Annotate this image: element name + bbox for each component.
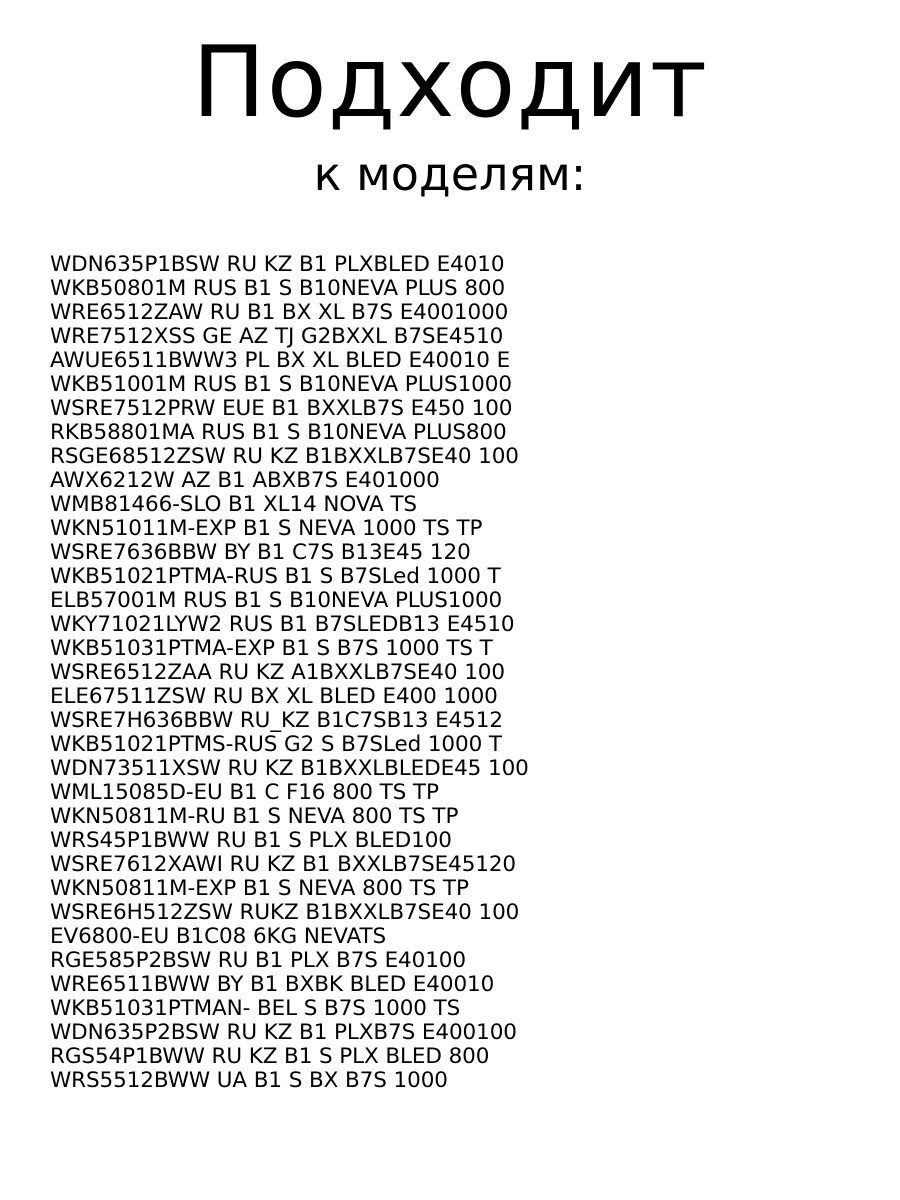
model-item: ELE67511ZSW RU BX XL BLED E400 1000 xyxy=(50,684,498,709)
model-item: EV6800-EU B1C08 6KG NEVATS xyxy=(50,924,387,949)
model-item: WRE6512ZAW RU B1 BX XL B7S E4001000 xyxy=(50,300,509,325)
model-item: WRS45P1BWW RU B1 S PLX BLED100 xyxy=(50,828,452,853)
model-item: RGS54P1BWW RU KZ B1 S PLX BLED 800 xyxy=(50,1044,490,1069)
model-item: WKB51031PTMA-EXP B1 S B7S 1000 TS T xyxy=(50,636,493,661)
page-title: Подходит xyxy=(192,26,708,140)
model-item: WSRE6H512ZSW RUKZ B1BXXLB7SE40 100 xyxy=(50,900,520,925)
model-item: ELB57001M RUS B1 S B10NEVA PLUS1000 xyxy=(50,588,503,613)
model-item: RKB58801MA RUS B1 S B10NEVA PLUS800 xyxy=(50,420,507,445)
model-item: WDN635P1BSW RU KZ B1 PLXBLED E4010 xyxy=(50,252,505,277)
model-item: RGE585P2BSW RU B1 PLX B7S E40100 xyxy=(50,948,466,973)
model-item: WSRE6512ZAA RU KZ A1BXXLB7SE40 100 xyxy=(50,660,505,685)
model-item: WML15085D-EU B1 C F16 800 TS TP xyxy=(50,780,439,805)
model-item: WSRE7H636BBW RU_KZ B1C7SB13 E4512 xyxy=(50,708,503,733)
model-item: WRS5512BWW UA B1 S BX B7S 1000 xyxy=(50,1068,448,1093)
page-subtitle: к моделям: xyxy=(313,147,587,201)
model-item: RSGE68512ZSW RU KZ B1BXXLB7SE40 100 xyxy=(50,444,519,469)
model-item: WKB51021PTMS-RUS G2 S B7SLed 1000 T xyxy=(50,732,502,757)
model-item: WDN635P2BSW RU KZ B1 PLXB7S E400100 xyxy=(50,1020,517,1045)
model-item: WKB51001M RUS B1 S B10NEVA PLUS1000 xyxy=(50,372,512,397)
model-item: WRE7512XSS GE AZ TJ G2BXXL B7SE4510 xyxy=(50,324,504,349)
model-item: WKB51021PTMA-RUS B1 S B7SLed 1000 T xyxy=(50,564,501,589)
model-item: WRE6511BWW BY B1 BXBK BLED E40010 xyxy=(50,972,495,997)
model-item: WKB51031PTMAN- BEL S B7S 1000 TS xyxy=(50,996,461,1021)
model-item: WKN50811M-RU B1 S NEVA 800 TS TP xyxy=(50,804,459,829)
model-item: WDN73511XSW RU KZ B1BXXLBLEDE45 100 xyxy=(50,756,529,781)
model-item: WSRE7612XAWI RU KZ B1 BXXLB7SE45120 xyxy=(50,852,517,877)
model-item: WKY71021LYW2 RUS B1 B7SLEDB13 E4510 xyxy=(50,612,515,637)
model-list xyxy=(50,253,850,1093)
model-item: WSRE7636BBW BY B1 C7S B13E45 120 xyxy=(50,540,471,565)
model-item: WKN51011M-EXP B1 S NEVA 1000 TS TP xyxy=(50,516,483,541)
model-item: WMB81466-SLO B1 XL14 NOVA TS xyxy=(50,492,417,517)
model-item: AWUE6511BWW3 PL BX XL BLED E40010 E xyxy=(50,348,511,373)
model-item: WKN50811M-EXP B1 S NEVA 800 TS TP xyxy=(50,876,469,901)
model-item: AWX6212W AZ B1 ABXB7S E401000 xyxy=(50,468,440,493)
model-item: WKB50801M RUS B1 S B10NEVA PLUS 800 xyxy=(50,276,506,301)
model-item: WSRE7512PRW EUE B1 BXXLB7S E450 100 xyxy=(50,396,513,421)
